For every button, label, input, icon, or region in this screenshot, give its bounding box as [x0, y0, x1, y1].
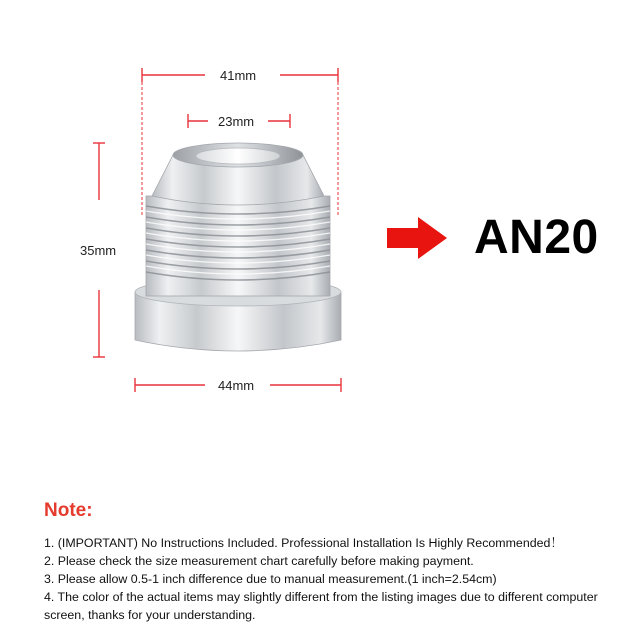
weld-bung-fitting-image [135, 143, 341, 351]
note-title: Note: [44, 500, 93, 521]
note-line-4: 4. The color of the actual items may slightly different from the listing images due to different computer screen, thanks for your understanding. [44, 590, 598, 622]
note-line-3: 3. Please allow 0.5-1 inch difference due to manual measurement.(1 inch=2.54cm) [44, 572, 497, 586]
note-list [44, 534, 634, 624]
height-label: 35mm [80, 243, 117, 258]
note-line-2: 2. Please check the size measurement chart carefully before making payment. [44, 554, 474, 568]
note-line-1: 1. (IMPORTANT) No Instructions Included. Professional Installation Is Highly Recommended！ [44, 536, 563, 550]
base-width-label: 44mm [218, 378, 255, 393]
size-label: AN20 [474, 211, 599, 264]
arrow-right-icon [387, 217, 447, 259]
top-width-label: 41mm [220, 68, 257, 83]
bore-width-label: 23mm [218, 114, 255, 129]
